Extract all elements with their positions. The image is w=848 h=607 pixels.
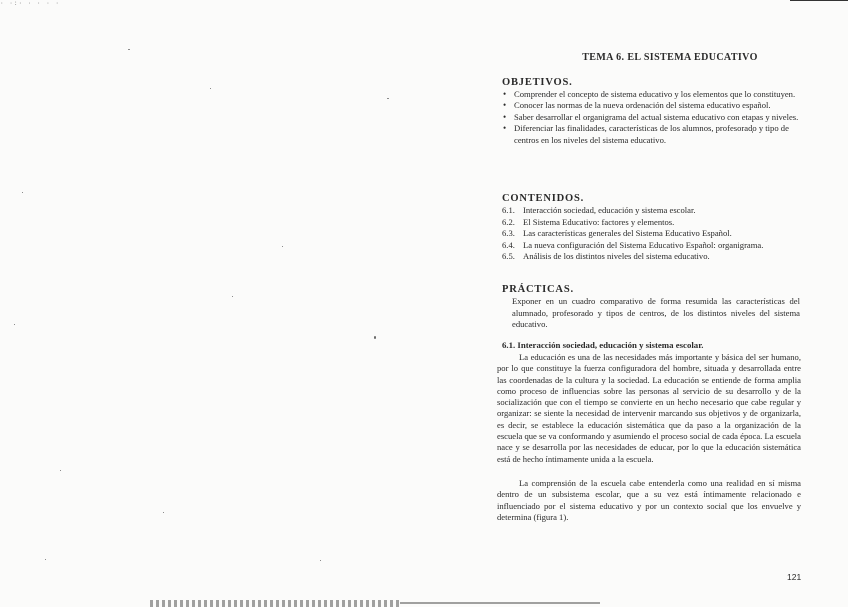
list-item <box>502 228 802 240</box>
item-number: 6.2. <box>502 216 515 227</box>
item-text: Las características generales del Sistema Educativo Español. <box>523 228 732 238</box>
item-text: La nueva configuración del Sistema Educativo Español: organigrama. <box>523 239 764 250</box>
dust-speck <box>163 512 164 513</box>
list-item <box>502 251 802 263</box>
body-paragraph: La comprensión de la escuela cabe entenderla como una realidad en sí misma dentro de un subsistema escolar, que a su vez está íntimamente relacionado e influenciado por el sistema educativo y por un contexto social que los envuelve y determina (figura 1). <box>497 478 801 522</box>
dust-speck <box>210 88 211 89</box>
practicas-heading: PRÁCTICAS. <box>502 284 574 295</box>
dust-speck <box>374 336 376 339</box>
body-paragraph: La educación es una de las necesidades más importante y básica del ser humano, por lo que constituye la fuerza configuradora del hombre, situada y desarrollada entre las coordenadas de la cultura y la sociedad. La educación se entiende de forma amplia como proceso de influencias sobre las personas al servicio de su desarrollo y de la socialización que con el tiempo se convierte en un hecho necesario que cabe regular y organizar: se siente la necesidad de intervenir marcando sus objetivos y de organizarla, es decir, se establece la educación sistemática que da paso a la organización de la escuela que se va conformando y asumiendo el proceso social de cada época. La escuela nace y se desarrolla por las necesidades de educar, por lo que la educación sistemática está de hecho íntimamente unida a la escuela. <box>497 352 801 464</box>
page-number: 121 <box>787 572 802 582</box>
dust-speck <box>60 470 61 471</box>
dust-speck <box>320 560 321 561</box>
scan-corner-mark: · ·:· · · · · <box>0 0 60 7</box>
page-title: TEMA 6. EL SISTEMA EDUCATIVO <box>582 52 758 63</box>
objetivos-list <box>503 89 801 146</box>
scan-bottom-strip <box>150 600 400 607</box>
section-heading: 6.1. Interacción sociedad, educación y sistema escolar. <box>502 340 704 350</box>
list-item <box>502 217 802 229</box>
dust-speck <box>22 192 23 193</box>
list-item <box>502 240 802 252</box>
dust-speck <box>232 296 233 297</box>
item-number: 6.1. <box>502 205 515 215</box>
list-item: • Comprender el concepto de sistema educativo y los elementos que lo constituyen. <box>503 89 801 100</box>
contenidos-list <box>502 205 802 263</box>
list-item: • Saber desarrollar el organigrama del actual sistema educativo con etapas y niveles. <box>503 112 801 123</box>
item-number: 6.5. <box>502 251 515 261</box>
dust-speck <box>45 559 46 560</box>
practicas-text: Exponer en un cuadro comparativo de forma resumida las características del alumnado, profesorado y tipos de centros, de los distintos niveles del sistema educativo. <box>512 296 800 329</box>
dust-speck <box>14 324 15 325</box>
item-number: 6.4. <box>502 239 515 250</box>
objetivos-heading: OBJETIVOS. <box>502 77 573 88</box>
dust-speck <box>387 98 389 99</box>
item-text: Análisis de los distintos niveles del sistema educativo. <box>523 251 710 261</box>
contenidos-heading: CONTENIDOS. <box>502 193 585 204</box>
item-text: Interacción sociedad, educación y sistema escolar. <box>523 205 696 215</box>
dust-speck <box>282 246 283 247</box>
dust-speck <box>128 49 130 50</box>
item-number: 6.3. <box>502 228 515 238</box>
list-item: • Conocer las normas de la nueva ordenación del sistema educativo español. <box>503 100 801 111</box>
list-item <box>502 205 802 217</box>
list-item: • Diferenciar las finalidades, características de los alumnos, profesorado y tipo de centros en los niveles del sistema educativo. <box>503 123 801 146</box>
item-text: El Sistema Educativo: factores y elementos. <box>523 216 675 227</box>
